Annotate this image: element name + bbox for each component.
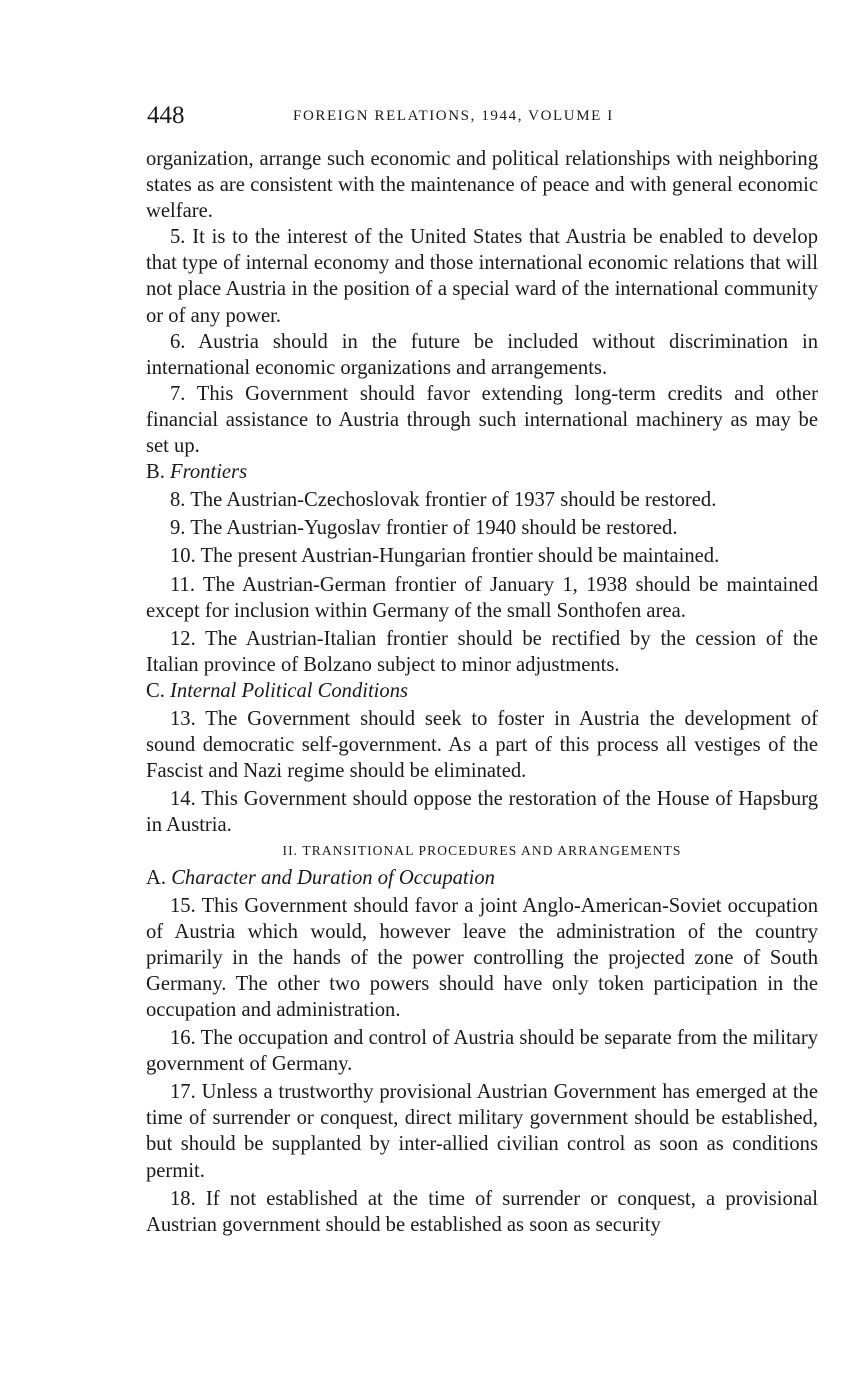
paragraph-15: 15. This Government should favor a joint Anglo-American-Soviet occupation of Austria which would, however leave the administration of the country primarily in the hands of the power controlling the projected zone of South Germany. The other two powers should have only token participation in the occupation and administration. xyxy=(146,894,818,1021)
page-header xyxy=(147,100,817,134)
page-number: 448 xyxy=(147,102,185,129)
paragraph-13: 13. The Government should seek to foster in Austria the development of sound democratic self-government. As a part of this process all vestiges of the Fascist and Nazi regime should be eliminated. xyxy=(146,707,818,783)
running-title: FOREIGN RELATIONS, 1944, VOLUME I xyxy=(293,108,614,124)
subheading-internal-political-conditions xyxy=(146,678,818,704)
paragraph-11: 11. The Austrian-German frontier of January 1, 1938 should be maintained except for inclusion within Germany of the small Sonthofen area. xyxy=(146,573,818,622)
subheading-letter: B. xyxy=(146,461,165,484)
subheading-title: Frontiers xyxy=(170,461,248,484)
paragraph-9: 9. The Austrian-Yugoslav frontier of 1940 should be restored. xyxy=(170,517,678,540)
paragraph-continued: organization, arrange such economic and political relationships with neighboring states as are consistent with the maintenance of peace and with general economic welfare. xyxy=(146,148,818,223)
paragraph-5: 5. It is to the interest of the United States that Austria be enabled to develop that type of internal economy and those international economic relations that will not place Austria in the position of a special ward of the international community or of any power. xyxy=(146,226,818,327)
paragraph-16: 16. The occupation and control of Austria should be separate from the military government of Germany. xyxy=(146,1027,818,1076)
subheading-letter: C. xyxy=(146,679,165,702)
paragraph-12: 12. The Austrian-Italian frontier should be rectified by the cession of the Italian province of Bolzano subject to minor adjustments. xyxy=(146,627,818,676)
section-heading-ii: II. TRANSITIONAL PROCEDURES AND ARRANGEMENTS xyxy=(282,843,682,859)
paragraph-6: 6. Austria should in the future be included without discrimination in international economic organizations and arrangements. xyxy=(146,330,818,379)
paragraph-18: 18. If not established at the time of surrender or conquest, a provisional Austrian government should be established as soon as security xyxy=(146,1187,818,1236)
document-body xyxy=(146,146,818,1238)
subheading-frontiers xyxy=(146,459,818,485)
subheading-title: Internal Political Conditions xyxy=(170,679,409,702)
paragraph-14: 14. This Government should oppose the restoration of the House of Hapsburg in Austria. xyxy=(146,788,818,837)
subheading-letter: A. xyxy=(146,866,167,889)
paragraph-8: 8. The Austrian-Czechoslovak frontier of 1937 should be restored. xyxy=(170,489,717,512)
subheading-title: Character and Duration of Occupation xyxy=(171,866,495,889)
paragraph-17: 17. Unless a trustworthy provisional Austrian Government has emerged at the time of surrender or conquest, direct military government should be established, but should be supplanted by inter-allied civilian control as soon as conditions permit. xyxy=(146,1081,818,1182)
subheading-character-and-duration xyxy=(146,865,818,891)
paragraph-10: 10. The present Austrian-Hungarian frontier should be maintained. xyxy=(170,545,720,568)
paragraph-7: 7. This Government should favor extending long-term credits and other financial assistance to Austria through such international machinery as may be set up. xyxy=(146,382,818,458)
